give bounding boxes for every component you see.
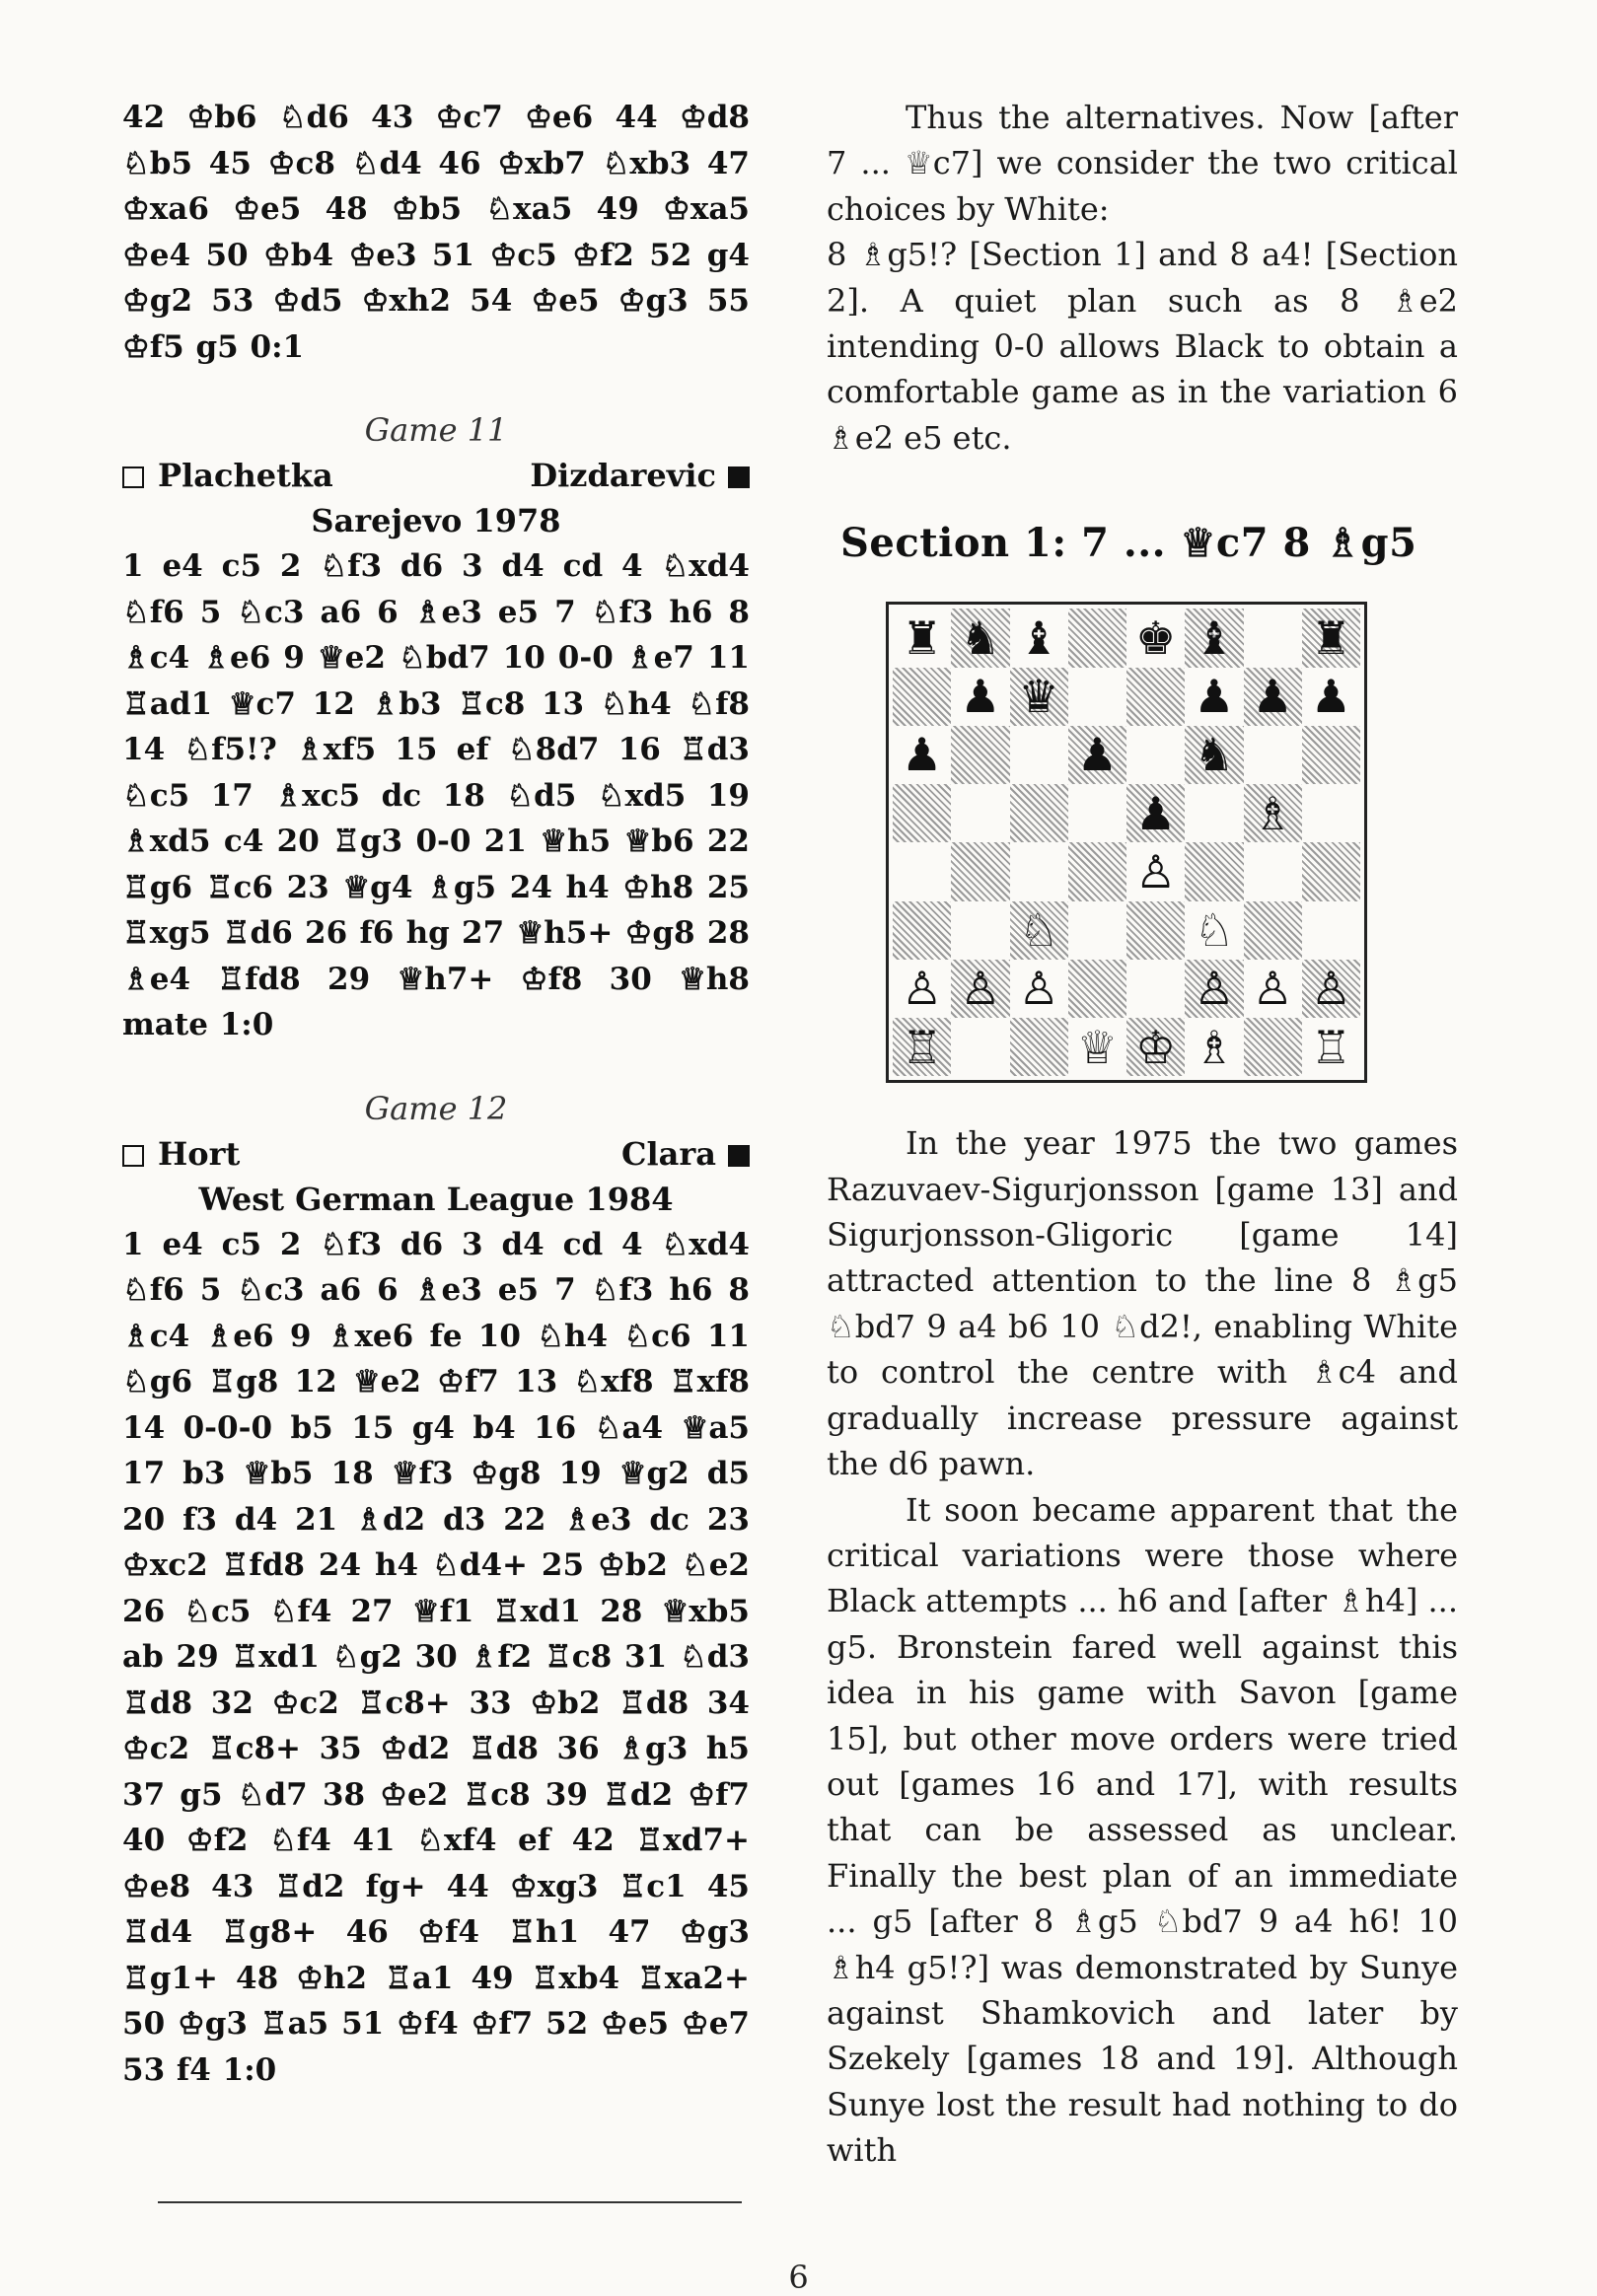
game-11-moves: 1 e4 c5 2 ♘f3 d6 3 d4 cd 4 ♘xd4 ♘f6 5 ♘c3 a6 6 ♗e3 e5 7 ♘f3 h6 8 ♗c4 ♗e6 9 ♕e2 ♘bd7 10 0-0 ♗e7 11 ♖ad1 ♕c7 12 ♗b3 ♖c8 13 ♘h4 ♘f8 14 ♘f5!? ♗xf5 15 ef ♘8d7 16 ♖d3 ♘c5 17 ♗xc5 dc 18 ♘d5 ♘xd5 19 ♗xd5 c4 20 ♖g3 0-0 21 ♕h5 ♕b6 22 ♖g6 ♖c6 23 ♕g4 ♗g5 24 h4 ♔h8 25 ♖xg5 ♖d6 26 f6 hg 27 ♕h5+ ♔g8 28 ♗e4 ♖fd8 29 ♕h7+ ♔f8 30 ♕h8 mate 1:0 bbox=[122, 548, 750, 1042]
chess-piece-icon: ♙ bbox=[902, 962, 943, 1016]
square-g8 bbox=[1244, 609, 1302, 667]
square-a8 bbox=[893, 609, 951, 667]
square-d4 bbox=[1068, 842, 1126, 900]
chess-piece-icon: ♘ bbox=[1194, 903, 1235, 958]
square-b5 bbox=[951, 784, 1009, 842]
square-a5 bbox=[893, 784, 951, 842]
chess-piece-icon: ♕ bbox=[1076, 1020, 1118, 1074]
chess-piece-icon: ♚ bbox=[1135, 610, 1177, 665]
square-c8 bbox=[1010, 609, 1068, 667]
square-d2 bbox=[1068, 960, 1126, 1018]
game-12-moves: 1 e4 c5 2 ♘f3 d6 3 d4 cd 4 ♘xd4 ♘f6 5 ♘c3 a6 6 ♗e3 e5 7 ♘f3 h6 8 ♗c4 ♗e6 9 ♗xe6 fe 10 ♘h4 ♘c6 11 ♘g6 ♖g8 12 ♕e2 ♔f7 13 ♘xf8 ♖xf8 14 0-0-0 b5 15 g4 b4 16 ♘a4 ♕a5 17 b3 ♕b5 18 ♕f3 ♔g8 19 ♕g2 d5 20 f3 d4 21 ♗d2 d3 22 ♗e3 dc 23 ♔xc2 ♖fd8 24 h4 ♘d4+ 25 ♔b2 ♘e2 26 ♘c5 ♘f4 27 ♕f1 ♖xd1 28 ♕xb5 ab 29 ♖xd1 ♘g2 30 ♗f2 ♖c8 31 ♘d3 ♖d8 32 ♔c2 ♖c8+ 33 ♔b2 ♖d8 34 ♔c2 ♖c8+ 35 ♔d2 ♖d8 36 ♗g3 h5 37 g5 ♘d7 38 ♔e2 ♖c8 39 ♖d2 ♔f7 40 ♔f2 ♘f4 41 ♘xf4 ef 42 ♖xd7+ ♔e8 43 ♖d2 fg+ 44 ♔xg3 ♖c1 45 ♖d4 ♖g8+ 46 ♔f4 ♖h1 47 ♔g3 ♖g1+ 48 ♔h2 ♖a1 49 ♖xb4 ♖xa2+ 50 ♔g3 ♖a5 51 ♔f4 ♔f7 52 ♔e5 ♔e7 53 f4 1:0 bbox=[122, 1226, 750, 2088]
square-a2 bbox=[893, 960, 951, 1018]
black-square-icon bbox=[728, 466, 750, 488]
chess-piece-icon: ♙ bbox=[1252, 962, 1293, 1016]
chess-piece-icon: ♝ bbox=[1194, 610, 1235, 665]
game-11-heading: Game 11 bbox=[364, 411, 508, 449]
game-11-venue: Sarejevo 1978 bbox=[311, 502, 561, 539]
square-g7 bbox=[1244, 668, 1302, 726]
footnote-divider bbox=[158, 2201, 742, 2203]
square-h4 bbox=[1302, 842, 1360, 900]
square-f3 bbox=[1185, 901, 1243, 960]
body-paragraph-2: It soon became apparent that the critical variations were those where Black attempts ... h6 and [after ♗h4] ... g5. Bronstein fared well against this idea in his game with Savon [game 15], but other move orders were tried out [games 16 and 17], with results that can be assessed as unclear. Finally the best plan of an immediate ... g5 [after 8 ♗g5 ♘bd7 9 a4 h6! 10 ♗h4 g5!?] was demonstrated by Sunye against Shamkovich and later by Szekely [games 18 and 19]. Although Sunye lost the result had nothing to do with bbox=[827, 1490, 1458, 2170]
game-11-players bbox=[122, 453, 750, 498]
square-g6 bbox=[1244, 726, 1302, 784]
square-d6 bbox=[1068, 726, 1126, 784]
square-a7 bbox=[893, 668, 951, 726]
chess-piece-icon: ♙ bbox=[1135, 844, 1177, 898]
game-12-players bbox=[122, 1131, 750, 1177]
square-f4 bbox=[1185, 842, 1243, 900]
chess-piece-icon: ♖ bbox=[1310, 1020, 1351, 1074]
chess-piece-icon: ♟ bbox=[1076, 728, 1118, 782]
chess-piece-icon: ♗ bbox=[1252, 786, 1293, 840]
square-e4 bbox=[1126, 842, 1185, 900]
square-d7 bbox=[1068, 668, 1126, 726]
square-e8 bbox=[1126, 609, 1185, 667]
section-title: Section 1: 7 ... ♕c7 8 ♗g5 bbox=[840, 520, 1417, 567]
square-b6 bbox=[951, 726, 1009, 784]
chess-piece-icon: ♖ bbox=[902, 1020, 943, 1074]
white-square-icon bbox=[122, 466, 144, 488]
square-h2 bbox=[1302, 960, 1360, 1018]
chess-piece-icon: ♟ bbox=[1194, 670, 1235, 724]
square-g4 bbox=[1244, 842, 1302, 900]
chess-piece-icon: ♟ bbox=[1252, 670, 1293, 724]
square-d3 bbox=[1068, 901, 1126, 960]
square-b1 bbox=[951, 1018, 1009, 1076]
square-a3 bbox=[893, 901, 951, 960]
square-c5 bbox=[1010, 784, 1068, 842]
chess-piece-icon: ♙ bbox=[1310, 962, 1351, 1016]
white-player bbox=[122, 453, 333, 498]
chess-piece-icon: ♟ bbox=[1310, 670, 1351, 724]
square-e7 bbox=[1126, 668, 1185, 726]
square-e5 bbox=[1126, 784, 1185, 842]
chess-diagram bbox=[886, 602, 1367, 1083]
square-f5 bbox=[1185, 784, 1243, 842]
page-number: 6 bbox=[788, 2259, 809, 2296]
square-c3 bbox=[1010, 901, 1068, 960]
square-f8 bbox=[1185, 609, 1243, 667]
square-g5 bbox=[1244, 784, 1302, 842]
chess-piece-icon: ♘ bbox=[1018, 903, 1059, 958]
square-h5 bbox=[1302, 784, 1360, 842]
square-f6 bbox=[1185, 726, 1243, 784]
game-12-heading: Game 12 bbox=[364, 1089, 508, 1127]
square-h7 bbox=[1302, 668, 1360, 726]
chess-piece-icon: ♞ bbox=[1194, 728, 1235, 782]
square-c1 bbox=[1010, 1018, 1068, 1076]
square-d8 bbox=[1068, 609, 1126, 667]
black-player-name: Dizdarevic bbox=[530, 457, 716, 494]
chess-piece-icon: ♟ bbox=[1135, 786, 1177, 840]
square-a6 bbox=[893, 726, 951, 784]
square-c6 bbox=[1010, 726, 1068, 784]
chess-piece-icon: ♜ bbox=[1310, 610, 1351, 665]
intro-paragraph-2: 8 ♗g5!? [Section 1] and 8 a4! [Section 2]. A quiet plan such as 8 ♗e2 intending 0-0 allows Black to obtain a comfortable game as in the variation 6 ♗e2 e5 etc. bbox=[827, 236, 1458, 457]
square-a1 bbox=[893, 1018, 951, 1076]
chess-piece-icon: ♛ bbox=[1018, 670, 1059, 724]
white-player bbox=[122, 1131, 240, 1177]
black-square-icon bbox=[728, 1145, 750, 1167]
square-b8 bbox=[951, 609, 1009, 667]
chess-piece-icon: ♟ bbox=[960, 670, 1001, 724]
chess-piece-icon: ♔ bbox=[1135, 1020, 1177, 1074]
intro-paragraph: Thus the alternatives. Now [after 7 ... ♕c7] we consider the two critical choices by White: bbox=[827, 99, 1458, 228]
chess-board bbox=[893, 609, 1360, 1076]
square-b7 bbox=[951, 668, 1009, 726]
square-f2 bbox=[1185, 960, 1243, 1018]
square-b3 bbox=[951, 901, 1009, 960]
chess-piece-icon: ♗ bbox=[1194, 1020, 1235, 1074]
square-e6 bbox=[1126, 726, 1185, 784]
left-column bbox=[122, 95, 750, 2093]
square-e1 bbox=[1126, 1018, 1185, 1076]
square-g1 bbox=[1244, 1018, 1302, 1076]
square-a4 bbox=[893, 842, 951, 900]
white-player-name: Hort bbox=[158, 1134, 241, 1173]
white-square-icon bbox=[122, 1145, 144, 1167]
chess-piece-icon: ♜ bbox=[902, 610, 943, 665]
square-h6 bbox=[1302, 726, 1360, 784]
white-player-name: Plachetka bbox=[158, 457, 333, 494]
square-e3 bbox=[1126, 901, 1185, 960]
body-paragraph-1: In the year 1975 the two games Razuvaev-Sigurjonsson [game 13] and Sigurjonsson-Gligoric [game 14] attracted attention to the line 8 ♗g5 ♘bd7 9 a4 b6 10 ♘d2!, enabling White to control the centre with ♗c4 and gradually increase pressure against the d6 pawn. bbox=[827, 1124, 1458, 1483]
chess-piece-icon: ♙ bbox=[960, 962, 1001, 1016]
right-column bbox=[827, 95, 1458, 2174]
black-player bbox=[621, 1131, 750, 1177]
square-d1 bbox=[1068, 1018, 1126, 1076]
game-12-venue: West German League 1984 bbox=[198, 1180, 674, 1218]
chess-piece-icon: ♙ bbox=[1194, 962, 1235, 1016]
square-g3 bbox=[1244, 901, 1302, 960]
square-h8 bbox=[1302, 609, 1360, 667]
square-c2 bbox=[1010, 960, 1068, 1018]
square-c4 bbox=[1010, 842, 1068, 900]
chess-piece-icon: ♝ bbox=[1018, 610, 1059, 665]
chess-piece-icon: ♟ bbox=[902, 728, 943, 782]
chess-piece-icon: ♞ bbox=[960, 610, 1001, 665]
square-b4 bbox=[951, 842, 1009, 900]
square-b2 bbox=[951, 960, 1009, 1018]
square-g2 bbox=[1244, 960, 1302, 1018]
square-h1 bbox=[1302, 1018, 1360, 1076]
square-f7 bbox=[1185, 668, 1243, 726]
chess-piece-icon: ♙ bbox=[1018, 962, 1059, 1016]
black-player-name: Clara bbox=[621, 1134, 716, 1173]
black-player bbox=[530, 453, 750, 498]
game-10-continuation: 42 ♔b6 ♘d6 43 ♔c7 ♔e6 44 ♔d8 ♘b5 45 ♔c8 ♘d4 46 ♔xb7 ♘xb3 47 ♔xa6 ♔e5 48 ♔b5 ♘xa5 49 ♔xa5 ♔e4 50 ♔b4 ♔e3 51 ♔c5 ♔f2 52 g4 ♔g2 53 ♔d5 ♔xh2 54 ♔e5 ♔g3 55 ♔f5 g5 0:1 bbox=[122, 100, 750, 365]
square-d5 bbox=[1068, 784, 1126, 842]
square-h3 bbox=[1302, 901, 1360, 960]
square-c7 bbox=[1010, 668, 1068, 726]
square-e2 bbox=[1126, 960, 1185, 1018]
square-f1 bbox=[1185, 1018, 1243, 1076]
